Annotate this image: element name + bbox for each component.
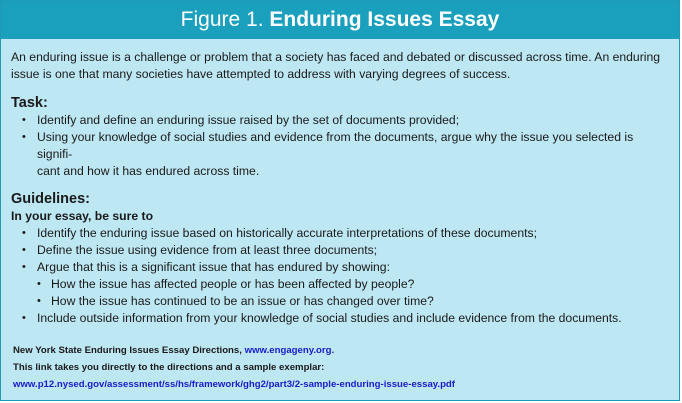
- figure-title: Enduring Issues Essay: [269, 8, 500, 31]
- source-label: New York State Enduring Issues Essay Directions,: [13, 345, 245, 356]
- guidelines-list: [11, 225, 671, 276]
- guideline-item: [11, 259, 671, 276]
- guideline-item: • Identify the enduring issue based on historically accurate interpretations of these documents;: [11, 225, 671, 242]
- guidelines-heading: Guidelines:: [11, 191, 90, 207]
- guideline-subitem: • How the issue has continued to be an issue or has changed over time?: [11, 293, 671, 310]
- task-item: • Using your knowledge of social studies and evidence from the documents, argue why the issue you selected is signifi- cant and how it has endured across time.: [11, 129, 671, 180]
- task-item: • Identify and define an enduring issue raised by the set of documents provided;: [11, 112, 671, 129]
- guideline-subitem: • How the issue has affected people or has been affected by people?: [11, 276, 671, 293]
- source-line-1: [13, 342, 673, 359]
- engageny-link[interactable]: www.engageny.org.: [244, 345, 335, 356]
- figure-number: Figure 1.: [180, 8, 264, 31]
- source-line-2: This link takes you directly to the directions and a sample exemplar:: [13, 362, 325, 373]
- figure-banner: [1, 1, 679, 39]
- task-heading: Task:: [11, 95, 48, 111]
- guideline-item-label: Argue that this is a significant issue that has endured by showing:: [37, 260, 390, 274]
- task-list: [11, 112, 671, 180]
- guideline-item: • Include outside information from your knowledge of social studies and include evidence from the documents.: [11, 310, 671, 327]
- guidelines-subheading: In your essay, be sure to: [11, 209, 154, 223]
- intro-paragraph: An enduring issue is a challenge or problem that a society has faced and debated or discussed across time. An enduring issue is one that many societies have attempted to address with varying degrees of success.: [11, 50, 661, 81]
- figure-content: [11, 49, 671, 327]
- guideline-item: • Define the issue using evidence from at least three documents;: [11, 242, 671, 259]
- guidelines-sublist: [11, 276, 671, 310]
- source-note: [13, 342, 673, 393]
- nysed-link[interactable]: www.p12.nysed.gov/assessment/ss/hs/framework/ghg2/part3/2-sample-enduring-issue-essay.pdf: [13, 379, 455, 390]
- guidelines-list-end: [11, 310, 671, 327]
